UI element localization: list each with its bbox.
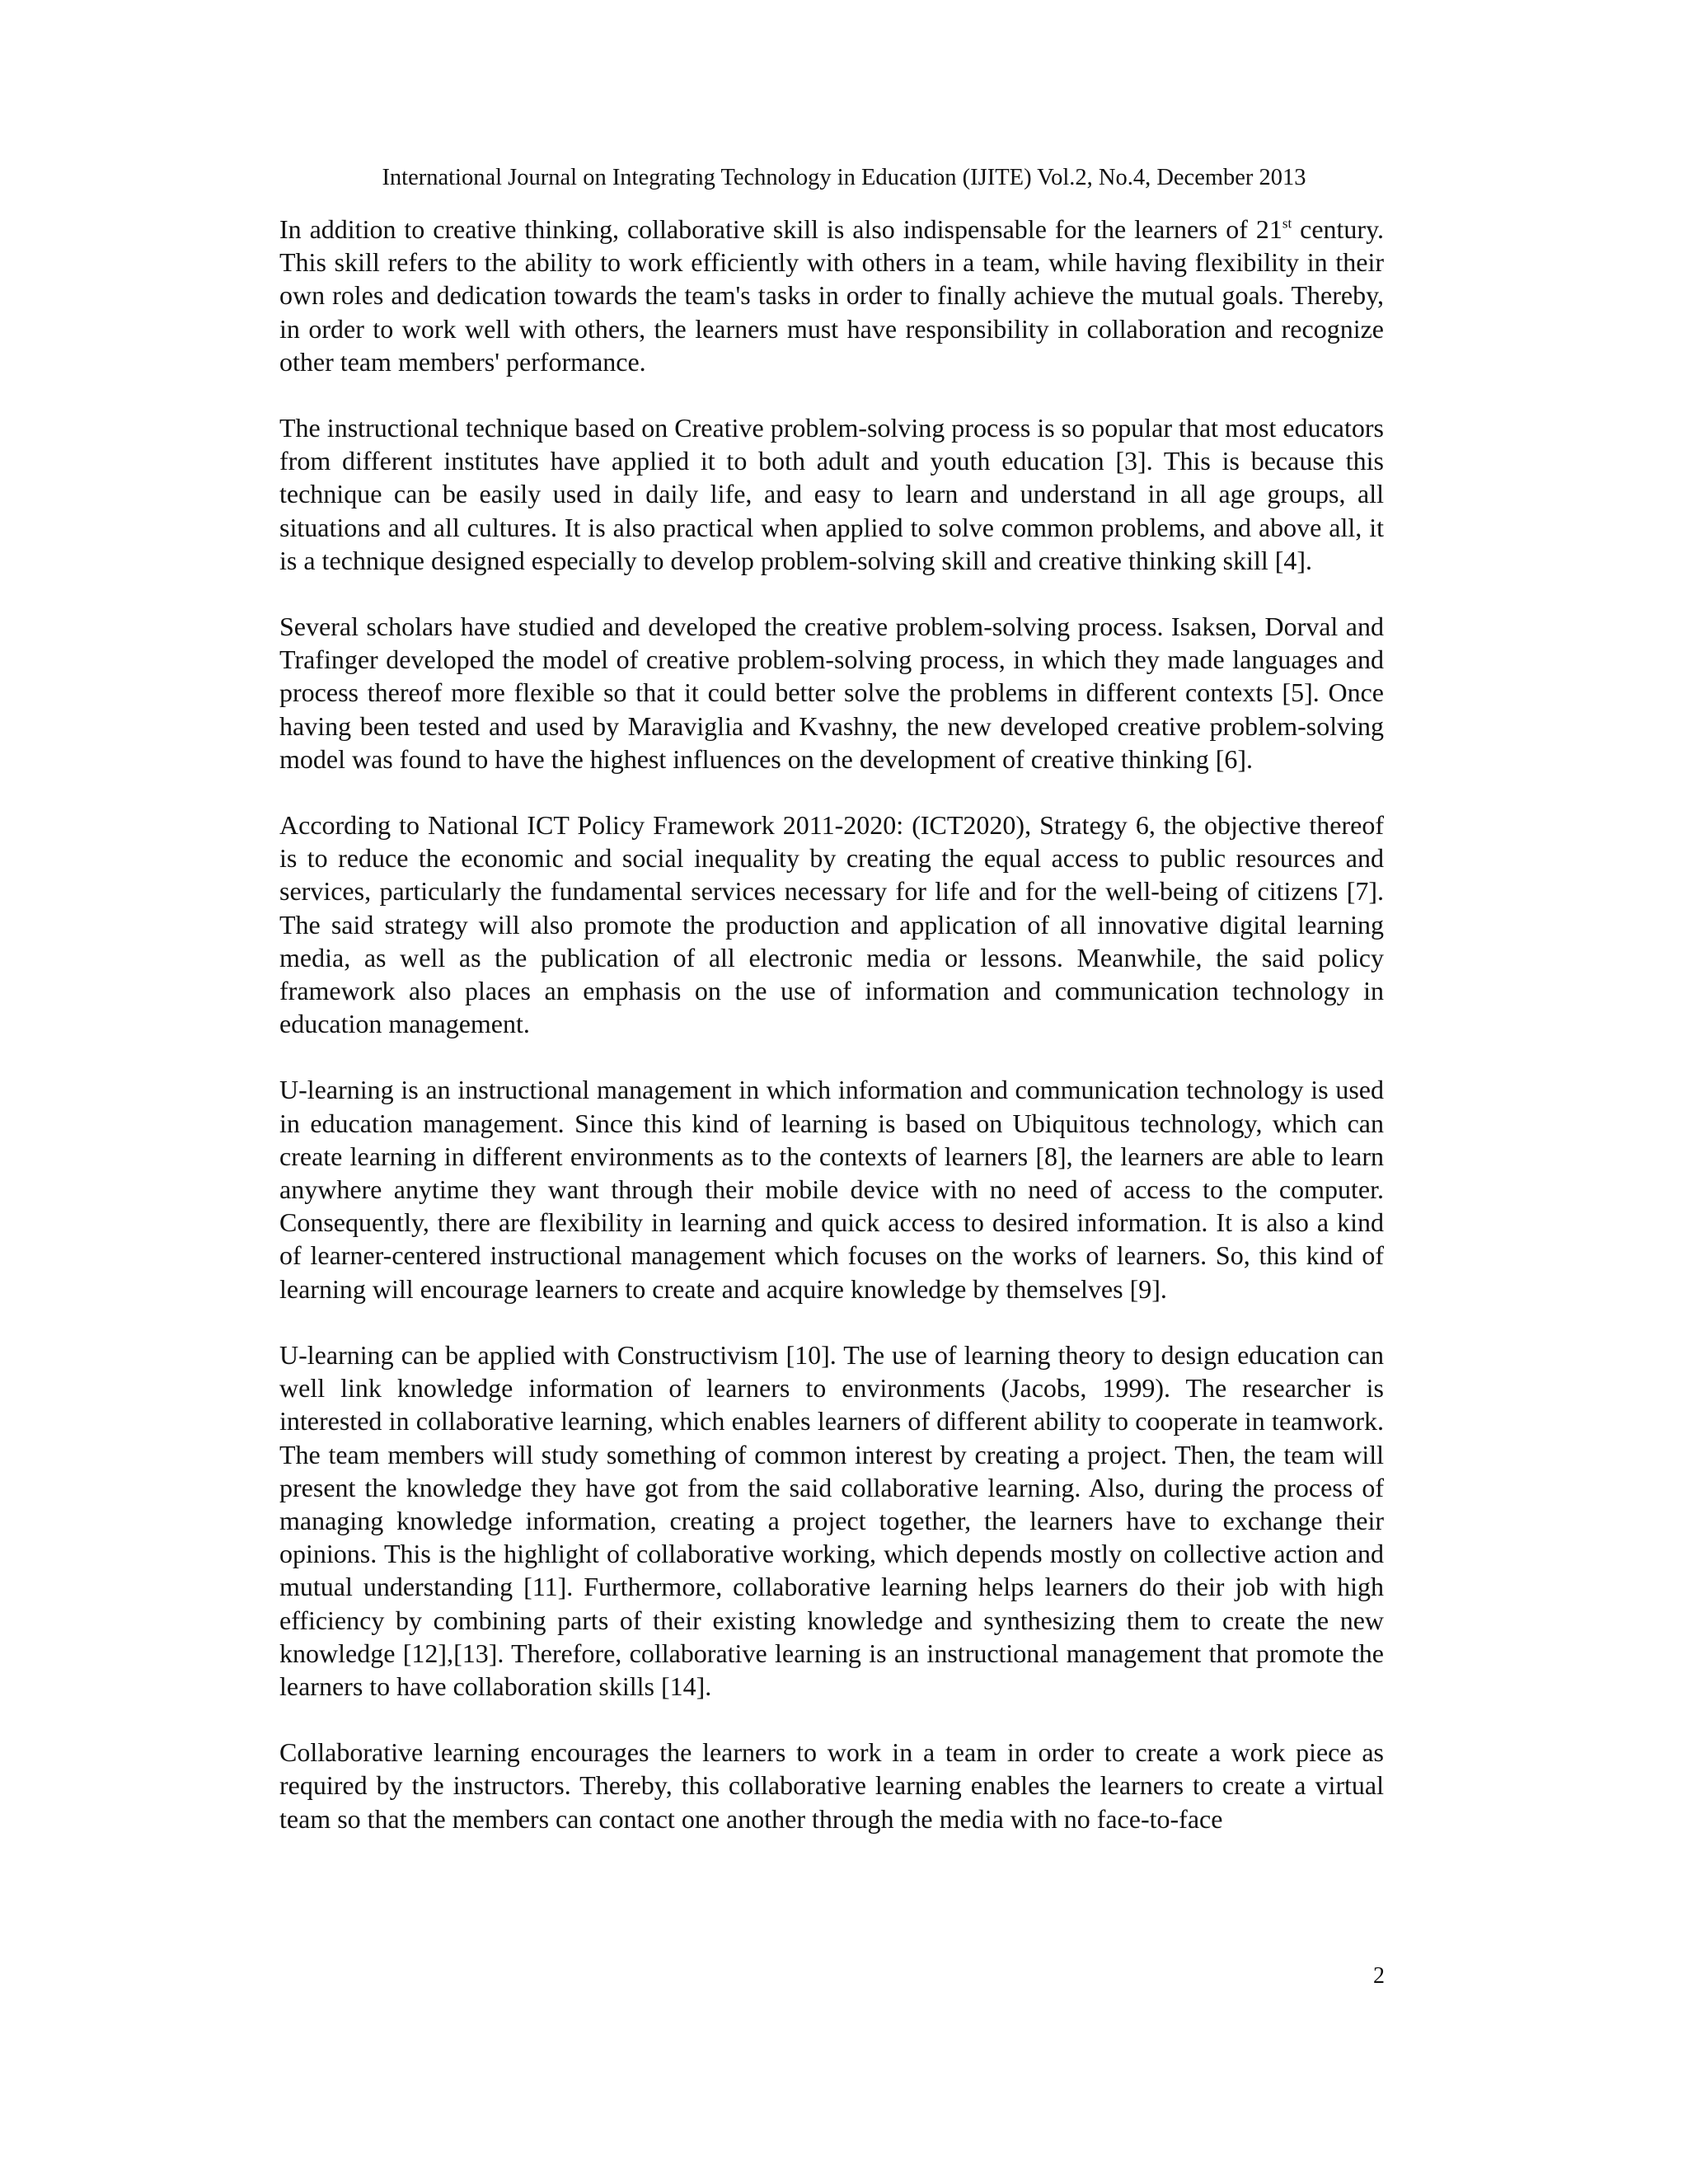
paragraph-text: century. This skill refers to the ability to work efficiently with others in a team, while having flexibility in their own roles and dedication towards the team's tasks in order to finally achieve the mutual goals. Thereby, in order to work well with others, the learners must have responsibility in collaboration and recognize other team members' performance.	[279, 214, 1385, 377]
running-header: International Journal on Integrating Technology in Education (IJITE) Vol.2, No.4, December 2013	[382, 165, 1306, 190]
paragraph-collaborative-skill	[279, 213, 1384, 378]
page-number: 2	[1373, 1963, 1385, 1989]
paragraph-text: In addition to creative thinking, collaborative skill is also indispensable for the learners of 21	[279, 214, 1282, 244]
paragraph-cps-technique: The instructional technique based on Creative problem-solving process is so popular that most educators from different institutes have applied it to both adult and youth education [3]. This is because this technique can be easily used in daily life, and easy to learn and understand in all age groups, all situations and all cultures. It is also practical when applied to solve common problems, and above all, it is a technique designed especially to develop problem-solving skill and creative thinking skill [4].	[279, 413, 1384, 575]
paragraph-cps-scholars: Several scholars have studied and developed the creative problem-solving process. Isaksen, Dorval and Trafinger developed the model of creative problem-solving process, in which they made languages and process thereof more flexible so that it could better solve the problems in different contexts [5]. Once having been tested and used by Maraviglia and Kvashny, the new developed creative problem-solving model was found to have the highest influences on the development of creative thinking [6].	[279, 612, 1384, 774]
paragraph-constructivism: U-learning can be applied with Constructivism [10]. The use of learning theory to design education can well link knowledge information of learners to environments (Jacobs, 1999). The researcher is interested in collaborative learning, which enables learners of different ability to cooperate in teamwork. The team members will study something of common interest by creating a project. Then, the team will present the knowledge they have got from the said collaborative learning. Also, during the process of managing knowledge information, creating a project together, the learners have to exchange their opinions. This is the highlight of collaborative working, which depends mostly on collective action and mutual understanding [11]. Furthermore, collaborative learning helps learners do their job with high efficiency by combining parts of their existing knowledge and synthesizing them to create the new knowledge [12],[13]. Therefore, collaborative learning is an instructional management that promote the learners to have collaboration skills [14].	[279, 1339, 1384, 1701]
body-text	[279, 213, 1384, 1868]
paragraph-u-learning: U-learning is an instructional management in which information and communication technology is used in education management. Since this kind of learning is based on Ubiquitous technology, which can create learning in different environments as to the contexts of learners [8], the learners are able to learn anywhere anytime they want through their mobile device with no need of access to the computer. Consequently, there are flexibility in learning and quick access to desired information. It is also a kind of learner-centered instructional management which focuses on the works of learners. So, this kind of learning will encourage learners to create and acquire knowledge by themselves [9].	[279, 1075, 1384, 1304]
ordinal-superscript: st	[1282, 215, 1292, 232]
paragraph-ict-policy: According to National ICT Policy Framework 2011-2020: (ICT2020), Strategy 6, the objective thereof is to reduce the economic and social inequality by creating the equal access to public resources and services, particularly the fundamental services necessary for life and for the well-being of citizens [7]. The said strategy will also promote the production and application of all innovative digital learning media, as well as the publication of all electronic media or lessons. Meanwhile, the said policy framework also places an emphasis on the use of information and communication technology in education management.	[279, 810, 1384, 1039]
paragraph-collaborative-learning: Collaborative learning encourages the learners to work in a team in order to create a work piece as required by the instructors. Thereby, this collaborative learning enables the learners to create a virtual team so that the members can contact one another through the media with no face-to-face	[279, 1737, 1384, 1834]
